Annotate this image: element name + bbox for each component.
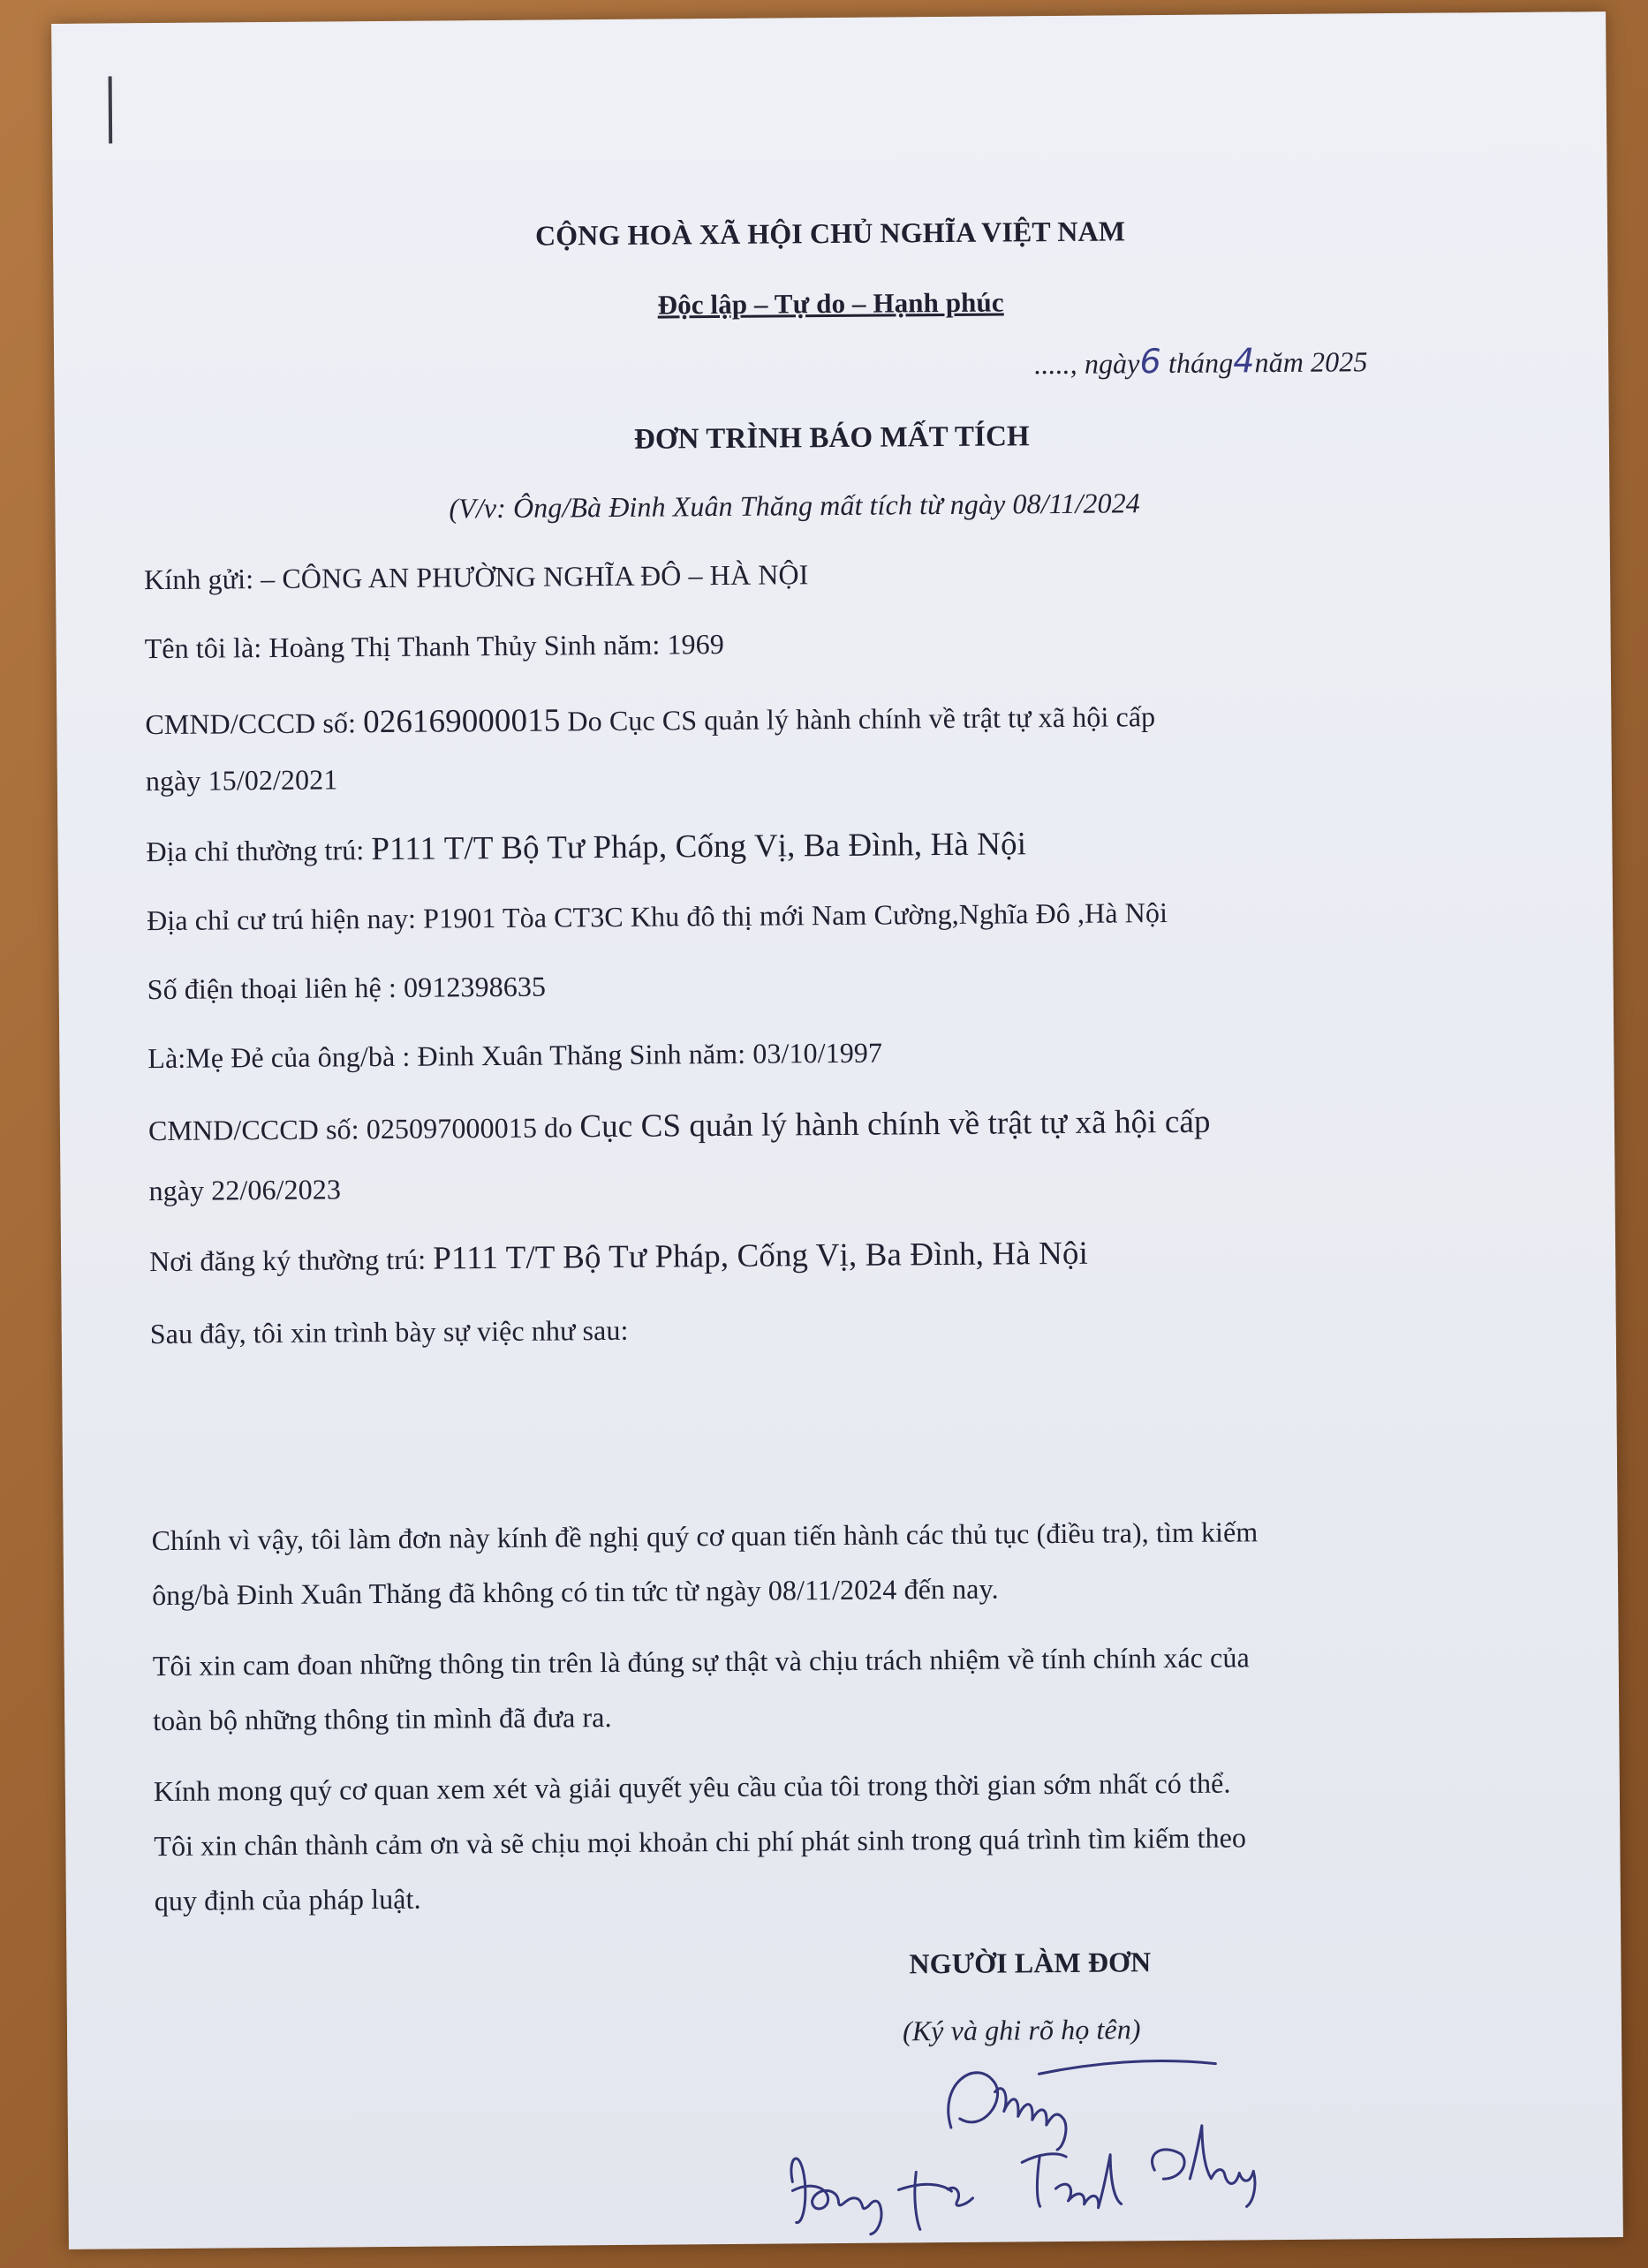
- missing-id-issuer: Cục CS quản lý hành chính về trật tự xã hội cấp: [579, 1103, 1211, 1145]
- date-month: 4: [1233, 341, 1255, 381]
- recipient-label: Kính gửi: –: [143, 562, 283, 596]
- missing-registered-address: [149, 1235, 1088, 1280]
- recipient-line: [144, 558, 809, 596]
- national-header: CỘNG HOÀ XÃ HỘI CHỦ NGHĨA VIỆT NAM: [534, 215, 1126, 252]
- date-prefix: ....., ngày: [1034, 347, 1140, 381]
- document-title: ĐƠN TRÌNH BÁO MẤT TÍCH: [633, 420, 1030, 456]
- applicant-permanent-address: [146, 825, 1026, 870]
- missing-relation: Là:Mẹ Đẻ của ông/bà : Đinh Xuân Thăng Sinh năm: 03/10/1997: [147, 1036, 883, 1075]
- commitment-line-2: toàn bộ những thông tin mình đã đưa ra.: [153, 1701, 612, 1737]
- date-line: [1034, 340, 1368, 382]
- missing-id-date: ngày 22/06/2023: [148, 1173, 342, 1207]
- applicant-id-line: [145, 697, 1155, 743]
- document-subject: (V/v: Ông/Bà Đinh Xuân Thăng mất tích từ ngày 08/11/2024: [449, 487, 1140, 525]
- request-line-2: ông/bà Đinh Xuân Thăng đã không có tin tức từ ngày 08/11/2024 đến nay.: [151, 1572, 999, 1612]
- applicant-id-number: 026169000015: [362, 702, 561, 741]
- document-page: [51, 11, 1623, 2249]
- applicant-id-date: ngày 15/02/2021: [145, 763, 338, 798]
- margin-mark: [109, 76, 113, 143]
- closing-line-2: Tôi xin chân thành cảm ơn và sẽ chịu mọi khoản chi phí phát sinh trong quá trình tìm kiếm theo: [154, 1821, 1247, 1863]
- missing-id-label: CMND/CCCD số: 025097000015 do: [147, 1111, 580, 1147]
- applicant-current-address: Địa chỉ cư trú hiện nay: P1901 Tòa CT3C Khu đô thị mới Nam Cường,Nghĩa Đô ,Hà Nội: [146, 896, 1168, 937]
- applicant-phone: Số điện thoại liên hệ : 0912398635: [147, 970, 547, 1006]
- date-month-label: tháng: [1168, 346, 1234, 380]
- reg-value: P111 T/T Bộ Tư Pháp, Cống Vị, Ba Đình, Hà Nội: [433, 1235, 1089, 1277]
- handwritten-signature: [774, 2045, 1305, 2244]
- signer-instruction: (Ký và ghi rõ họ tên): [902, 2013, 1141, 2047]
- applicant-id-label: CMND/CCCD số:: [145, 707, 364, 741]
- missing-id-line: [148, 1103, 1211, 1149]
- closing-line-3: quy định của pháp luật.: [154, 1882, 421, 1917]
- closing-line-1: Kính mong quý cơ quan xem xét và giải quyết yêu cầu của tôi trong thời gian sớm nhất có thể.: [153, 1766, 1231, 1808]
- request-line-1: Chính vì vậy, tôi làm đơn này kính đề nghị quý cơ quan tiến hành các thủ tục (điều tra), tìm kiếm: [151, 1516, 1259, 1557]
- perm-label: Địa chỉ thường trú:: [146, 834, 372, 868]
- signer-role: NGƯỜI LÀM ĐƠN: [909, 1946, 1152, 1980]
- national-motto: Độc lập – Tự do – Hạnh phúc: [657, 286, 1004, 321]
- reg-label: Nơi đăng ký thường trú:: [148, 1243, 434, 1278]
- applicant-id-issuer: Do Cục CS quản lý hành chính về trật tự xã hội cấp: [560, 700, 1156, 737]
- commitment-line-1: Tôi xin cam đoan những thông tin trên là đúng sự thật và chịu trách nhiệm về tính chính xác của: [152, 1641, 1250, 1682]
- date-year: năm 2025: [1254, 345, 1368, 379]
- perm-value: P111 T/T Bộ Tư Pháp, Cống Vị, Ba Đình, Hà Nội: [371, 826, 1027, 868]
- recipient-value: CÔNG AN PHƯỜNG NGHĨA ĐÔ – HÀ NỘI: [282, 558, 809, 594]
- statement-intro: Sau đây, tôi xin trình bày sự việc như sau:: [149, 1313, 629, 1350]
- date-day: 6: [1139, 342, 1161, 382]
- applicant-name: Tên tôi là: Hoàng Thị Thanh Thủy Sinh năm: 1969: [144, 627, 725, 665]
